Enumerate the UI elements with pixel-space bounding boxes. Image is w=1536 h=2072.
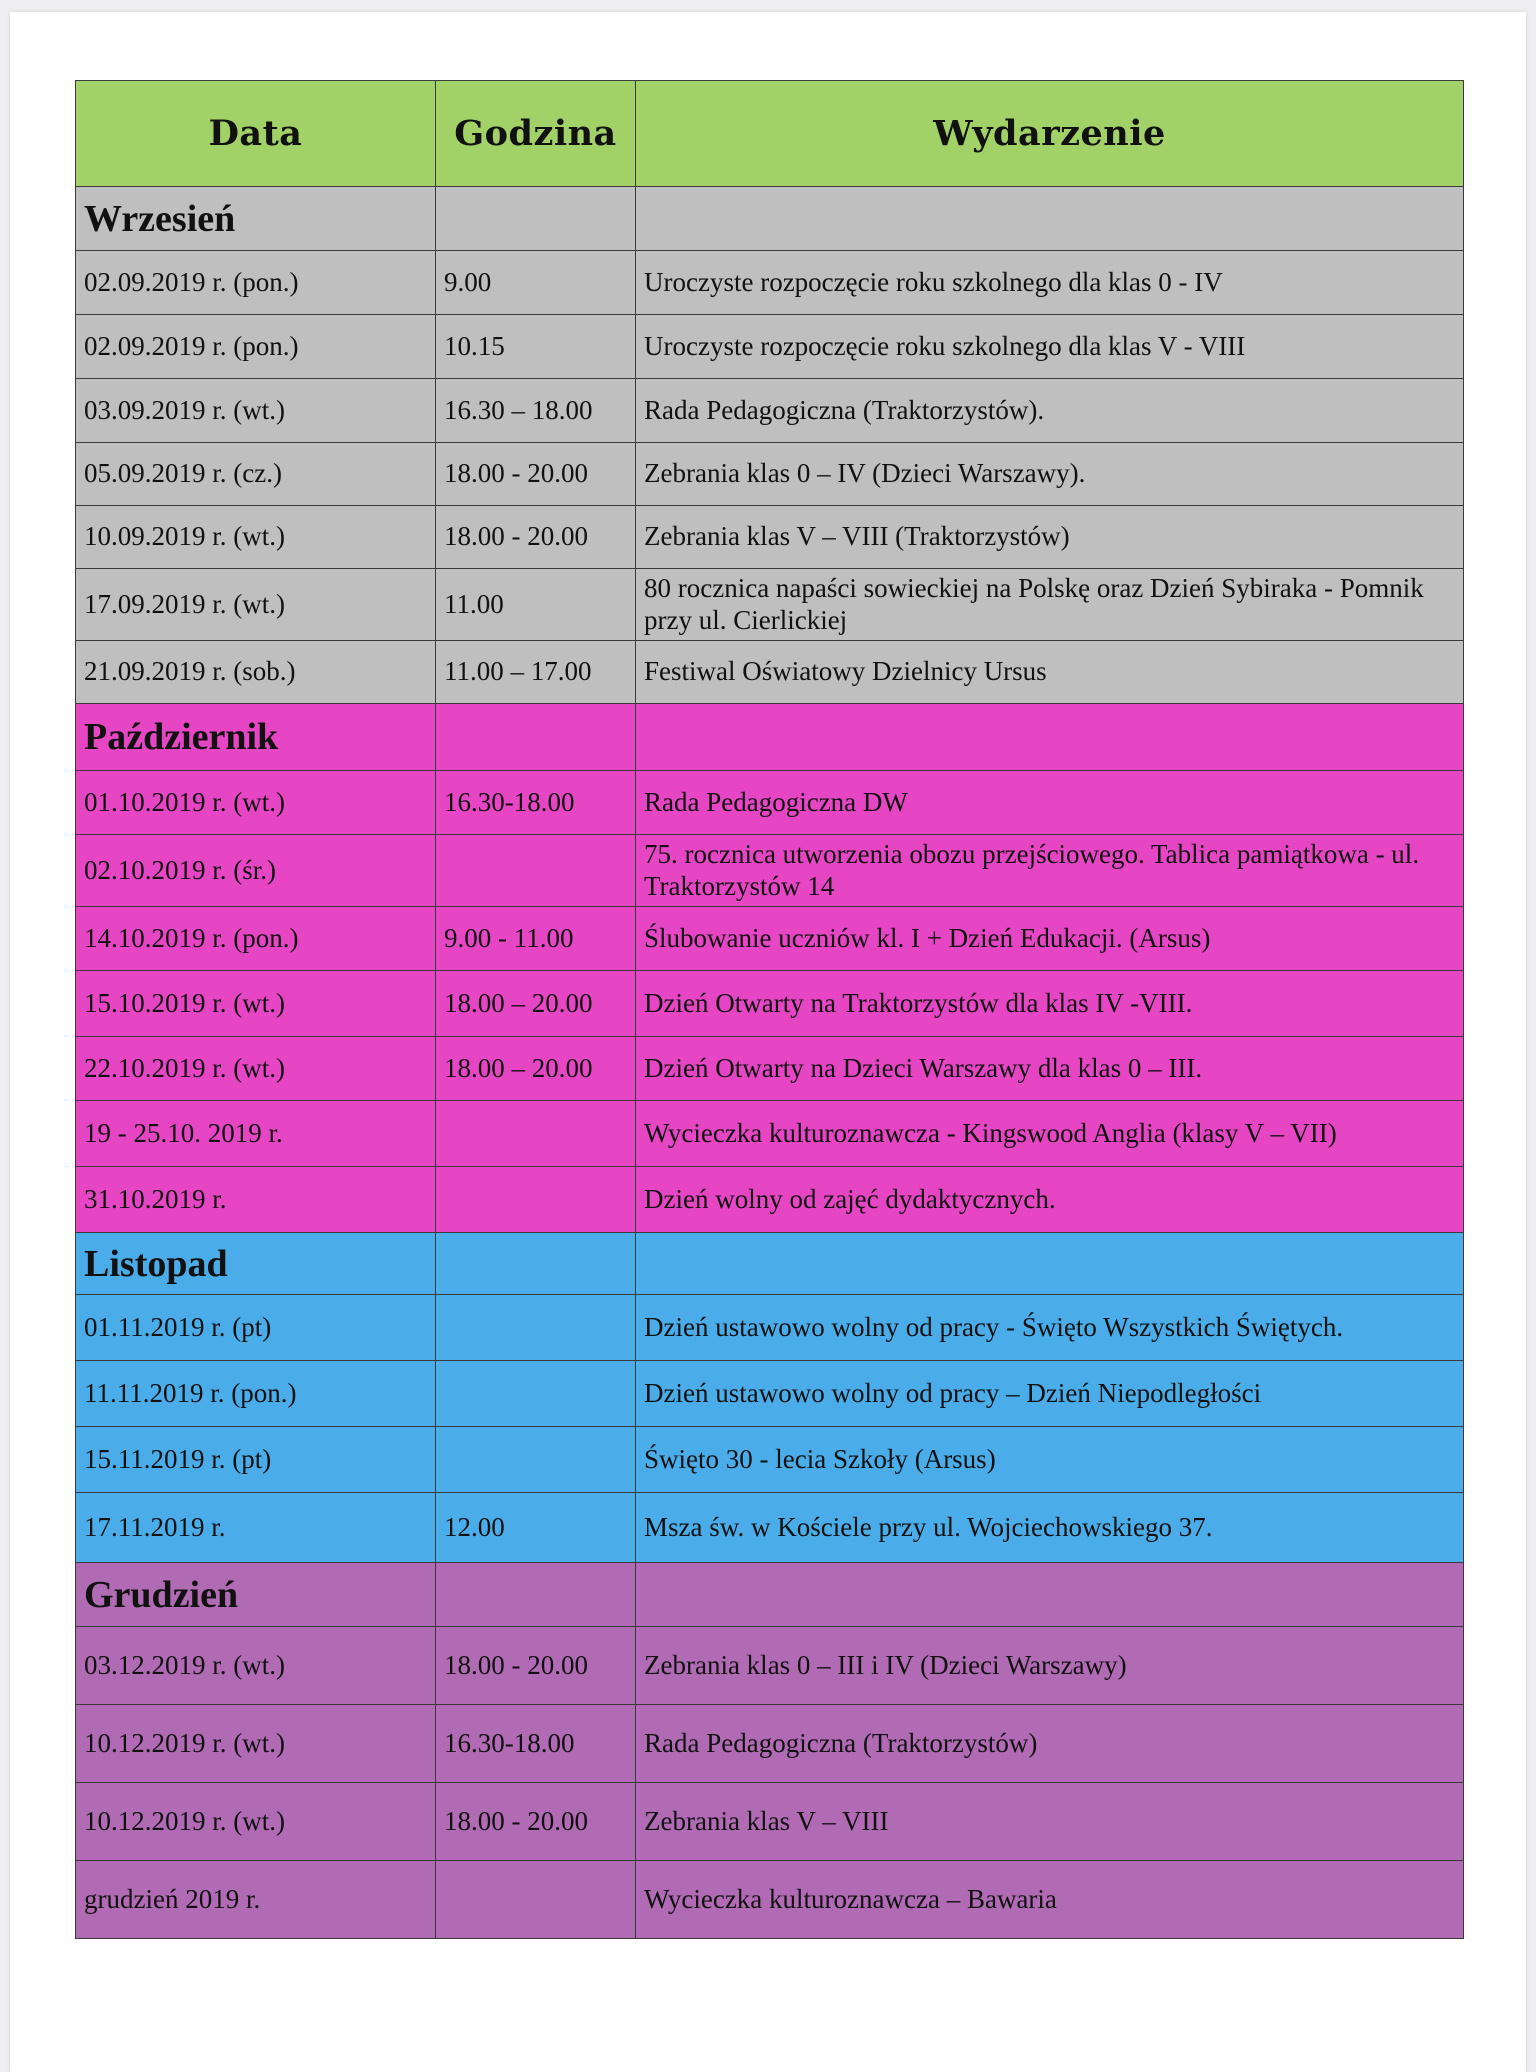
table-row [76, 1427, 1464, 1493]
date-cell: 21.09.2019 r. (sob.) [76, 641, 436, 704]
date-cell: 10.09.2019 r. (wt.) [76, 506, 436, 569]
hour-cell: 11.00 [436, 569, 636, 641]
event-cell: Zebrania klas V – VIII [636, 1783, 1464, 1861]
table-row [76, 1295, 1464, 1361]
date-cell: 14.10.2019 r. (pon.) [76, 907, 436, 971]
hour-cell: 9.00 [436, 251, 636, 315]
date-cell: 19 - 25.10. 2019 r. [76, 1101, 436, 1167]
header-date: Data [76, 81, 436, 187]
month-event-empty [636, 187, 1464, 251]
event-cell: Ślubowanie uczniów kl. I + Dzień Edukacji. (Arsus) [636, 907, 1464, 971]
hour-cell: 16.30-18.00 [436, 771, 636, 835]
event-cell: Rada Pedagogiczna (Traktorzystów) [636, 1705, 1464, 1783]
hour-cell: 18.00 - 20.00 [436, 1783, 636, 1861]
table-row [76, 835, 1464, 907]
table-row [76, 641, 1464, 704]
hour-cell [436, 1167, 636, 1233]
hour-cell: 12.00 [436, 1493, 636, 1563]
event-cell: Festiwal Oświatowy Dzielnicy Ursus [636, 641, 1464, 704]
month-name: Grudzień [76, 1563, 436, 1627]
table-row [76, 1037, 1464, 1101]
hour-cell: 16.30-18.00 [436, 1705, 636, 1783]
table-row [76, 379, 1464, 443]
hour-cell [436, 1361, 636, 1427]
date-cell: 22.10.2019 r. (wt.) [76, 1037, 436, 1101]
date-cell: 17.11.2019 r. [76, 1493, 436, 1563]
date-cell: 03.12.2019 r. (wt.) [76, 1627, 436, 1705]
event-cell: Uroczyste rozpoczęcie roku szkolnego dla klas V - VIII [636, 315, 1464, 379]
table-row [76, 1783, 1464, 1861]
month-row [76, 1233, 1464, 1295]
hour-cell [436, 835, 636, 907]
date-cell: 15.10.2019 r. (wt.) [76, 971, 436, 1037]
table-row [76, 1493, 1464, 1563]
schedule-body [76, 187, 1464, 1939]
hour-cell: 18.00 - 20.00 [436, 506, 636, 569]
document-page [10, 12, 1526, 2072]
table-row [76, 443, 1464, 506]
table-row [76, 907, 1464, 971]
month-name: Listopad [76, 1233, 436, 1295]
header-event: Wydarzenie [636, 81, 1464, 187]
date-cell: 15.11.2019 r. (pt) [76, 1427, 436, 1493]
event-cell: Dzień wolny od zajęć dydaktycznych. [636, 1167, 1464, 1233]
table-row [76, 1705, 1464, 1783]
hour-cell [436, 1861, 636, 1939]
hour-cell: 18.00 - 20.00 [436, 443, 636, 506]
date-cell: 02.09.2019 r. (pon.) [76, 315, 436, 379]
hour-cell [436, 1295, 636, 1361]
table-row [76, 1627, 1464, 1705]
date-cell: grudzień 2019 r. [76, 1861, 436, 1939]
hour-cell: 9.00 - 11.00 [436, 907, 636, 971]
hour-cell [436, 1101, 636, 1167]
table-row [76, 1361, 1464, 1427]
date-cell: 17.09.2019 r. (wt.) [76, 569, 436, 641]
hour-cell: 18.00 - 20.00 [436, 1627, 636, 1705]
event-cell: 75. rocznica utworzenia obozu przejściowego. Tablica pamiątkowa - ul. Traktorzystów 14 [636, 835, 1464, 907]
event-cell: Zebrania klas 0 – IV (Dzieci Warszawy). [636, 443, 1464, 506]
hour-cell: 10.15 [436, 315, 636, 379]
month-event-empty [636, 704, 1464, 771]
date-cell: 10.12.2019 r. (wt.) [76, 1783, 436, 1861]
table-row [76, 315, 1464, 379]
date-cell: 05.09.2019 r. (cz.) [76, 443, 436, 506]
date-cell: 31.10.2019 r. [76, 1167, 436, 1233]
event-cell: Zebrania klas V – VIII (Traktorzystów) [636, 506, 1464, 569]
header-hour: Godzina [436, 81, 636, 187]
event-cell: Dzień Otwarty na Traktorzystów dla klas IV -VIII. [636, 971, 1464, 1037]
table-row [76, 1861, 1464, 1939]
schedule-table [75, 80, 1464, 1939]
table-row [76, 1101, 1464, 1167]
hour-cell: 11.00 – 17.00 [436, 641, 636, 704]
event-cell: Dzień ustawowo wolny od pracy – Dzień Niepodległości [636, 1361, 1464, 1427]
month-row [76, 1563, 1464, 1627]
month-row [76, 704, 1464, 771]
table-row [76, 971, 1464, 1037]
event-cell: Uroczyste rozpoczęcie roku szkolnego dla klas 0 - IV [636, 251, 1464, 315]
date-cell: 10.12.2019 r. (wt.) [76, 1705, 436, 1783]
event-cell: Rada Pedagogiczna (Traktorzystów). [636, 379, 1464, 443]
month-name: Październik [76, 704, 436, 771]
event-cell: Zebrania klas 0 – III i IV (Dzieci Warszawy) [636, 1627, 1464, 1705]
hour-cell: 18.00 – 20.00 [436, 1037, 636, 1101]
date-cell: 02.09.2019 r. (pon.) [76, 251, 436, 315]
date-cell: 11.11.2019 r. (pon.) [76, 1361, 436, 1427]
table-row [76, 251, 1464, 315]
event-cell: Msza św. w Kościele przy ul. Wojciechowskiego 37. [636, 1493, 1464, 1563]
event-cell: Rada Pedagogiczna DW [636, 771, 1464, 835]
date-cell: 01.10.2019 r. (wt.) [76, 771, 436, 835]
table-row [76, 1167, 1464, 1233]
month-row [76, 187, 1464, 251]
month-hour-empty [436, 187, 636, 251]
month-name: Wrzesień [76, 187, 436, 251]
event-cell: Wycieczka kulturoznawcza - Kingswood Anglia (klasy V – VII) [636, 1101, 1464, 1167]
hour-cell: 16.30 – 18.00 [436, 379, 636, 443]
table-row [76, 506, 1464, 569]
table-row [76, 569, 1464, 641]
event-cell: 80 rocznica napaści sowieckiej na Polskę oraz Dzień Sybiraka - Pomnik przy ul. Cierlickiej [636, 569, 1464, 641]
event-cell: Święto 30 - lecia Szkoły (Arsus) [636, 1427, 1464, 1493]
date-cell: 03.09.2019 r. (wt.) [76, 379, 436, 443]
month-hour-empty [436, 704, 636, 771]
hour-cell [436, 1427, 636, 1493]
event-cell: Wycieczka kulturoznawcza – Bawaria [636, 1861, 1464, 1939]
month-event-empty [636, 1563, 1464, 1627]
month-event-empty [636, 1233, 1464, 1295]
date-cell: 02.10.2019 r. (śr.) [76, 835, 436, 907]
month-hour-empty [436, 1563, 636, 1627]
table-row [76, 771, 1464, 835]
month-hour-empty [436, 1233, 636, 1295]
event-cell: Dzień ustawowo wolny od pracy - Święto Wszystkich Świętych. [636, 1295, 1464, 1361]
event-cell: Dzień Otwarty na Dzieci Warszawy dla klas 0 – III. [636, 1037, 1464, 1101]
hour-cell: 18.00 – 20.00 [436, 971, 636, 1037]
date-cell: 01.11.2019 r. (pt) [76, 1295, 436, 1361]
header-row [76, 81, 1464, 187]
